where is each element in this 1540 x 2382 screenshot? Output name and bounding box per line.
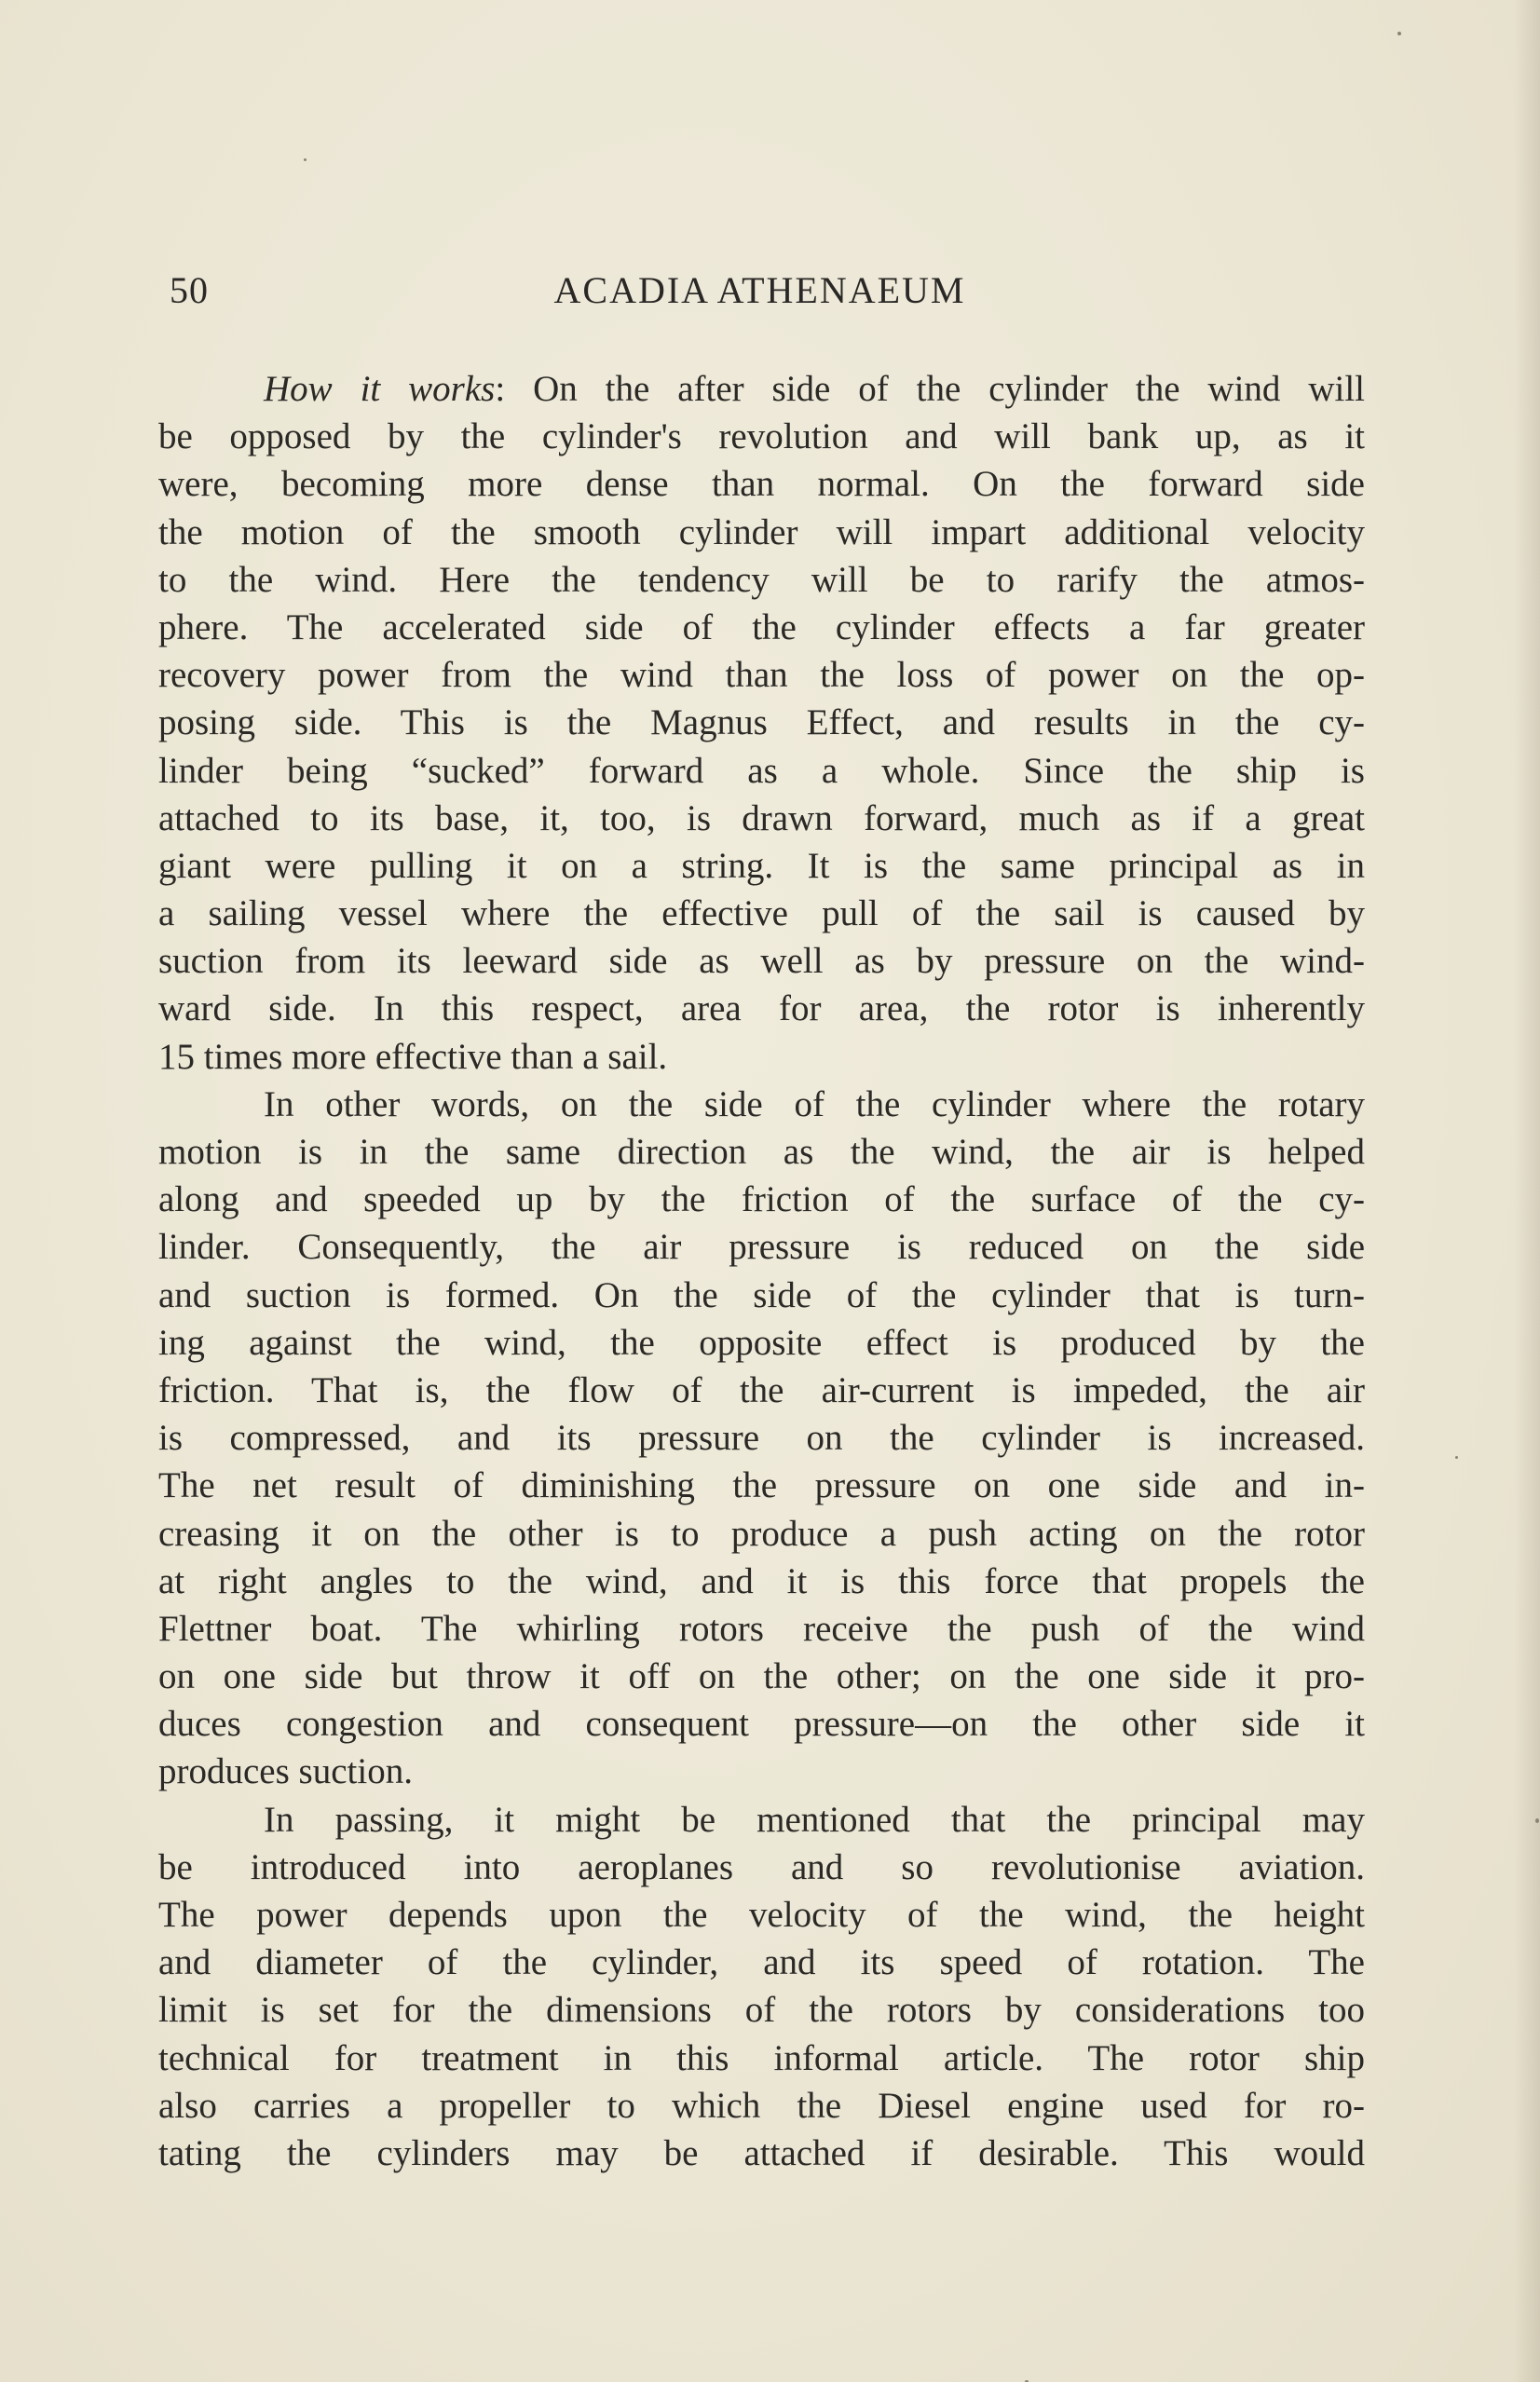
- text-line: be introduced into aeroplanes and so revolutionise aviation.: [158, 1846, 1365, 1887]
- text-line: [158, 365, 1365, 413]
- text-line: In passing, it might be mentioned that the principal may: [264, 1799, 1365, 1840]
- text-line: 15 times more effective than a sail.: [158, 1036, 668, 1077]
- text-line: phere. The accelerated side of the cylinder effects a far greater: [158, 606, 1365, 647]
- text-line: technical for treatment in this informal article. The rotor ship: [158, 2037, 1365, 2078]
- text-line: at right angles to the wind, and it is this force that propels the: [158, 1560, 1365, 1601]
- paragraph: [158, 365, 1365, 1081]
- text-line: Flettner boat. The whirling rotors receive the push of the wind: [158, 1608, 1365, 1649]
- text-line: on one side but throw it off on the other; on the one side it pro-: [158, 1656, 1365, 1697]
- text-line: friction. That is, the flow of the air-current is impeded, the air: [158, 1369, 1365, 1410]
- text-line: and suction is formed. On the side of the cylinder that is turn-: [158, 1274, 1365, 1315]
- paragraph: [158, 1796, 1365, 2178]
- text-line: is compressed, and its pressure on the cylinder is increased.: [158, 1418, 1365, 1459]
- text-line: the motion of the smooth cylinder will impart additional velocity: [158, 511, 1365, 552]
- text-line: ward side. In this respect, area for area, the rotor is inherently: [158, 988, 1365, 1029]
- text-line: along and speeded up by the friction of the surface of the cy-: [158, 1179, 1365, 1220]
- text-line: be opposed by the cylinder's revolution and will bank up, as it: [158, 416, 1365, 457]
- paper-speck: [1455, 1456, 1458, 1459]
- page-number: 50: [170, 269, 209, 311]
- text-line: linder. Consequently, the air pressure is reduced on the side: [158, 1227, 1365, 1268]
- text-line: a sailing vessel where the effective pull of the sail is caused by: [158, 893, 1365, 934]
- text-line: produces suction.: [158, 1751, 413, 1792]
- text-line: tating the cylinders may be attached if desirable. This would: [158, 2132, 1365, 2173]
- running-head: ACADIA ATHENAEUM: [553, 269, 966, 311]
- text-line: were, becoming more dense than normal. On the forward side: [158, 464, 1365, 505]
- text-line: ing against the wind, the opposite effect is produced by the: [158, 1322, 1365, 1363]
- text-line: giant were pulling it on a string. It is the same principal as in: [158, 845, 1365, 886]
- text-line: In other words, on the side of the cylinder where the rotary: [264, 1083, 1365, 1124]
- paragraph-lead-text: : On the after side of the cylinder the wind will: [495, 369, 1365, 409]
- text-line: creasing it on the other is to produce a push acting on the rotor: [158, 1513, 1365, 1554]
- text-line: motion is in the same direction as the wind, the air is helped: [158, 1132, 1365, 1172]
- text-line: limit is set for the dimensions of the rotors by considerations too: [158, 1990, 1365, 2031]
- text-line: also carries a propeller to which the Diesel engine used for ro-: [158, 2085, 1365, 2126]
- text-line: to the wind. Here the tendency will be to rarify the atmos-: [158, 559, 1365, 600]
- text-line: The net result of diminishing the pressure on one side and in-: [158, 1465, 1365, 1506]
- text-line: suction from its leeward side as well as by pressure on the wind-: [158, 941, 1365, 982]
- article-body: [158, 365, 1365, 2177]
- text-line: recovery power from the wind than the loss of power on the op-: [158, 655, 1365, 696]
- text-line: The power depends upon the velocity of the wind, the height: [158, 1895, 1365, 1935]
- paper-speck: [304, 158, 307, 161]
- page-edge-shadow: [1514, 0, 1540, 2382]
- paragraph-lead-italic: How it works: [264, 369, 496, 409]
- paper-speck: [1397, 32, 1401, 35]
- text-line: posing side. This is the Magnus Effect, and results in the cy-: [158, 702, 1365, 743]
- text-line: duces congestion and consequent pressure—on the other side it: [158, 1704, 1365, 1745]
- page-header: [157, 268, 1363, 320]
- text-line: linder being “sucked” forward as a whole. Since the ship is: [158, 750, 1365, 791]
- paragraph: [158, 1081, 1365, 1796]
- text-line: attached to its base, it, too, is drawn forward, much as if a great: [158, 797, 1365, 838]
- paper-speck: [1535, 1818, 1539, 1823]
- text-line: and diameter of the cylinder, and its speed of rotation. The: [158, 1942, 1365, 1983]
